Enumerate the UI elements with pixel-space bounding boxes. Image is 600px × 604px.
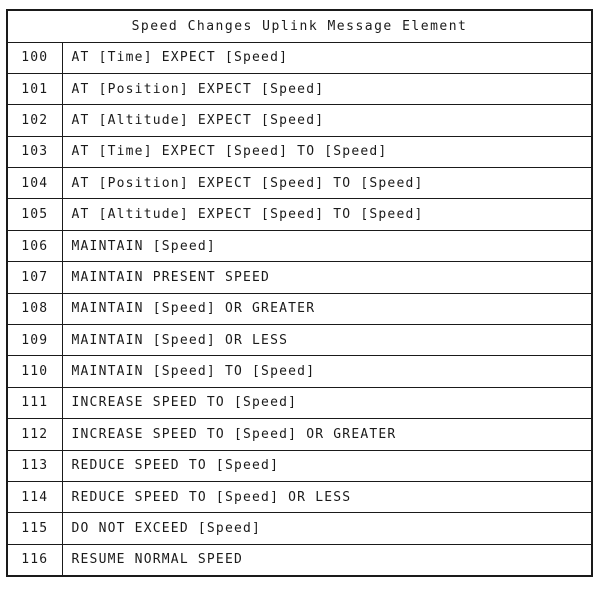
message-element-cell: INCREASE SPEED TO [Speed] — [62, 387, 592, 418]
table-row — [7, 325, 592, 356]
message-number-cell: 100 — [7, 42, 62, 73]
message-number-cell: 113 — [7, 450, 62, 481]
message-element-cell: REDUCE SPEED TO [Speed] OR LESS — [62, 481, 592, 512]
table-row — [7, 262, 592, 293]
message-element-cell: AT [Position] EXPECT [Speed] — [62, 73, 592, 104]
message-element-cell: MAINTAIN PRESENT SPEED — [62, 262, 592, 293]
message-element-cell: MAINTAIN [Speed] TO [Speed] — [62, 356, 592, 387]
table-header-row — [7, 10, 592, 42]
message-element-cell: AT [Time] EXPECT [Speed] TO [Speed] — [62, 136, 592, 167]
table-row — [7, 105, 592, 136]
message-number-cell: 115 — [7, 513, 62, 544]
speed-changes-table — [6, 9, 593, 577]
message-element-cell: INCREASE SPEED TO [Speed] OR GREATER — [62, 419, 592, 450]
table-row — [7, 136, 592, 167]
message-number-cell: 108 — [7, 293, 62, 324]
message-number-cell: 116 — [7, 544, 62, 575]
table-row — [7, 387, 592, 418]
table-row — [7, 419, 592, 450]
message-element-cell: MAINTAIN [Speed] OR LESS — [62, 325, 592, 356]
table-row — [7, 199, 592, 230]
message-number-cell: 110 — [7, 356, 62, 387]
message-element-cell: RESUME NORMAL SPEED — [62, 544, 592, 575]
table-body — [7, 42, 592, 576]
message-element-cell: MAINTAIN [Speed] OR GREATER — [62, 293, 592, 324]
message-number-cell: 109 — [7, 325, 62, 356]
message-number-cell: 102 — [7, 105, 62, 136]
table-row — [7, 42, 592, 73]
message-element-cell: DO NOT EXCEED [Speed] — [62, 513, 592, 544]
table-row — [7, 513, 592, 544]
message-number-cell: 105 — [7, 199, 62, 230]
message-number-cell: 111 — [7, 387, 62, 418]
table-title: Speed Changes Uplink Message Element — [7, 10, 592, 42]
message-element-cell: AT [Position] EXPECT [Speed] TO [Speed] — [62, 168, 592, 199]
message-number-cell: 104 — [7, 168, 62, 199]
message-number-cell: 106 — [7, 230, 62, 261]
message-element-cell: AT [Altitude] EXPECT [Speed] — [62, 105, 592, 136]
message-number-cell: 107 — [7, 262, 62, 293]
table-row — [7, 73, 592, 104]
table-row — [7, 481, 592, 512]
message-number-cell: 103 — [7, 136, 62, 167]
table-row — [7, 293, 592, 324]
message-number-cell: 112 — [7, 419, 62, 450]
table-row — [7, 450, 592, 481]
table-row — [7, 168, 592, 199]
message-element-cell: AT [Time] EXPECT [Speed] — [62, 42, 592, 73]
table-row — [7, 356, 592, 387]
message-number-cell: 114 — [7, 481, 62, 512]
message-element-cell: MAINTAIN [Speed] — [62, 230, 592, 261]
message-element-cell: REDUCE SPEED TO [Speed] — [62, 450, 592, 481]
table-row — [7, 544, 592, 575]
message-element-cell: AT [Altitude] EXPECT [Speed] TO [Speed] — [62, 199, 592, 230]
table-row — [7, 230, 592, 261]
message-number-cell: 101 — [7, 73, 62, 104]
